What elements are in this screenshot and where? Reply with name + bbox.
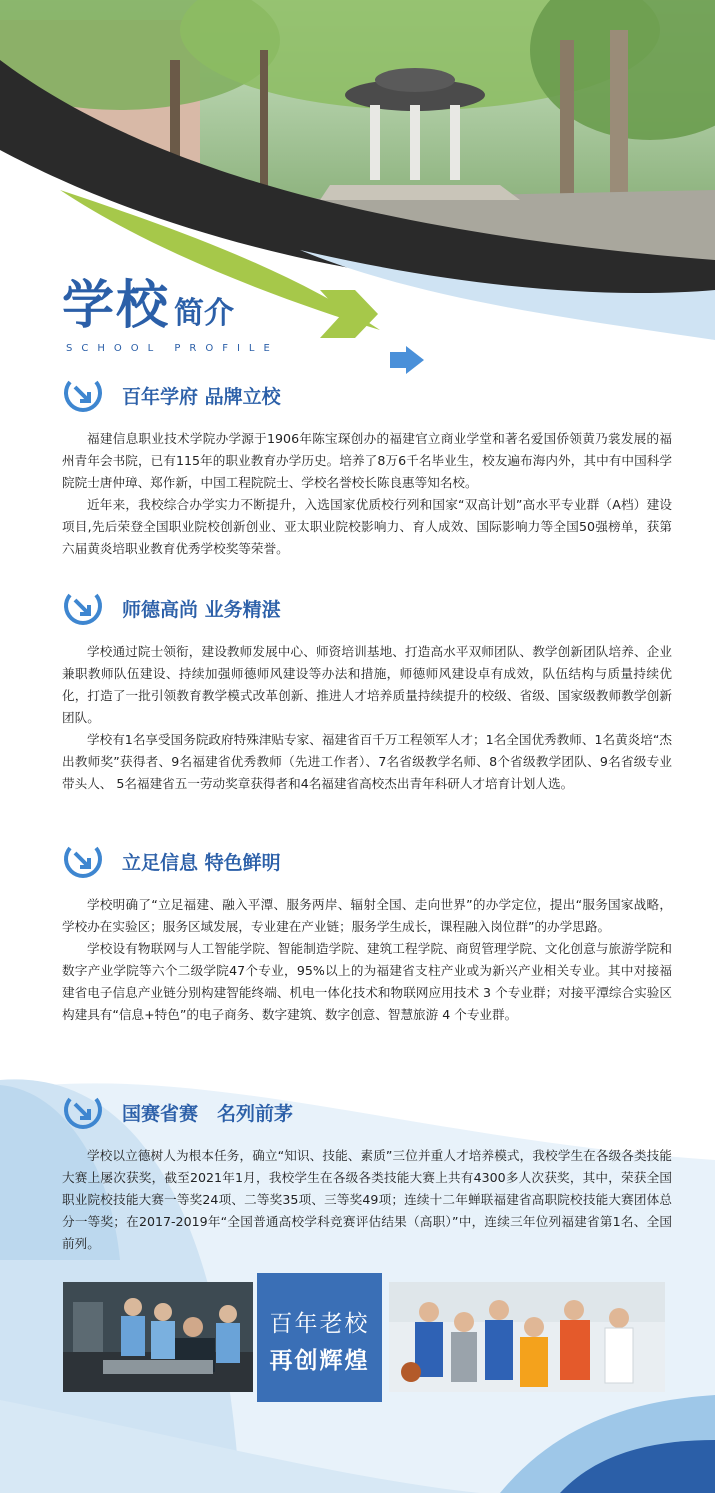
section-paragraph: 学校通过院士领衔，建设教师发展中心、师资培训基地、打造高水平双师团队、教学创新团队培养、企业兼职教师队伍建设、持续加强师德师风建设等办法和措施，师德师风建设卓有成效，队伍结构与质量持续优化，打造了一批引领教育教学模式改革创新、推进人才培养质量持续提升的校级、省级、国家级教师教学创新团队。	[62, 644, 672, 725]
title-sub: 简介	[174, 296, 235, 331]
section-century-school	[62, 372, 672, 560]
circle-arrow-icon	[62, 838, 104, 880]
section-paragraph: 学校设有物联网与人工智能学院、智能制造学院、建筑工程学院、商贸管理学院、文化创意与旅游学院和数字产业学院等六个二级学院47个专业，95%以上的为福建省支柱产业或为新兴产业相关专业。其中对接福建省电子信息产业链分别构建智能终端、机电一体化技术和物联网应用技术 3 个专业群；对接平潭综合实验区构建具有“信息+特色”的电子商务、数字建筑、数字创意、智慧旅游 4 个专业群。	[62, 941, 672, 1022]
section-title: 百年学府 品牌立校	[122, 386, 281, 408]
slogan-box	[257, 1273, 382, 1402]
section-heading	[62, 585, 672, 625]
section-paragraph: 近年来，我校综合办学实力不断提升，入选国家优质校行列和国家“双高计划”高水平专业群（A档）建设项目,先后荣登全国职业院校创新创业、亚太职业院校影响力、育人成效、国际影响力等全国50强榜单，获第六届黄炎培职业教育优秀学校奖等荣誉。	[62, 497, 672, 556]
title-english: SCHOOL PROFILE	[66, 343, 279, 354]
arrow-decoration-icon	[320, 290, 430, 380]
circle-arrow-icon	[62, 372, 104, 414]
section-title: 国赛省赛 名列前茅	[122, 1103, 294, 1125]
section-title: 师德高尚 业务精湛	[122, 599, 281, 621]
section-faculty	[62, 585, 672, 795]
section-paragraph: 学校明确了“立足福建、融入平潭、服务两岸、辐射全国、走向世界”的办学定位，提出“服务国家战略，学校办在实验区；服务区域发展，专业建在产业链；服务学生成长，课程融入岗位群”的办学思路。	[62, 897, 672, 934]
title-main: 学校	[62, 276, 171, 336]
lab-photo	[63, 1282, 253, 1392]
circle-arrow-icon	[62, 585, 104, 627]
section-competitions	[62, 1089, 672, 1255]
section-information	[62, 838, 672, 1026]
page-title	[62, 276, 235, 336]
section-title: 立足信息 特色鲜明	[122, 852, 281, 874]
students-photo	[389, 1282, 665, 1392]
slogan-line-2: 再创辉煌	[269, 1348, 370, 1374]
slogan-line-1: 百年老校	[269, 1311, 370, 1337]
section-heading	[62, 372, 672, 412]
section-paragraph: 学校以立德树人为根本任务，确立“知识、技能、素质”三位并重人才培养模式，我校学生在各级各类技能大赛上屡次获奖，截至2021年1月，我校学生在各级各类技能大赛上共有4300多人次获奖，其中，荣获全国职业院校技能大赛一等奖24项、二等奖35项、三等奖49项；连续十二年蝉联福建省高职院校技能大赛团体总分一等奖；在2017-2019年“全国普通高校学科竞赛评估结果（高职）”中，连续三年位列福建省第1名、全国前列。	[62, 1148, 672, 1251]
section-paragraph: 福建信息职业技术学院办学源于1906年陈宝琛创办的福建官立商业学堂和著名爱国侨领黄乃裳发展的福州青年会书院，已有115年的职业教育办学历史。培养了8万6千名毕业生，校友遍布海内外，其中有中国科学院院士唐仲璋、郑作新，中国工程院院士、学校名誉校长陈良惠等知名校。	[62, 431, 672, 490]
section-heading	[62, 1089, 672, 1129]
section-paragraph: 学校有1名享受国务院政府特殊津贴专家、福建省百千万工程领军人才；1名全国优秀教师、1名黄炎培“杰出教师奖”获得者、9名福建省优秀教师（先进工作者）、7名省级教学名师、8个省级教学团队、9名省级专业带头人、 5名福建省五一劳动奖章获得者和4名福建省高校杰出青年科研人才培育计划人选。	[62, 732, 672, 791]
section-heading	[62, 838, 672, 878]
circle-arrow-icon	[62, 1089, 104, 1131]
